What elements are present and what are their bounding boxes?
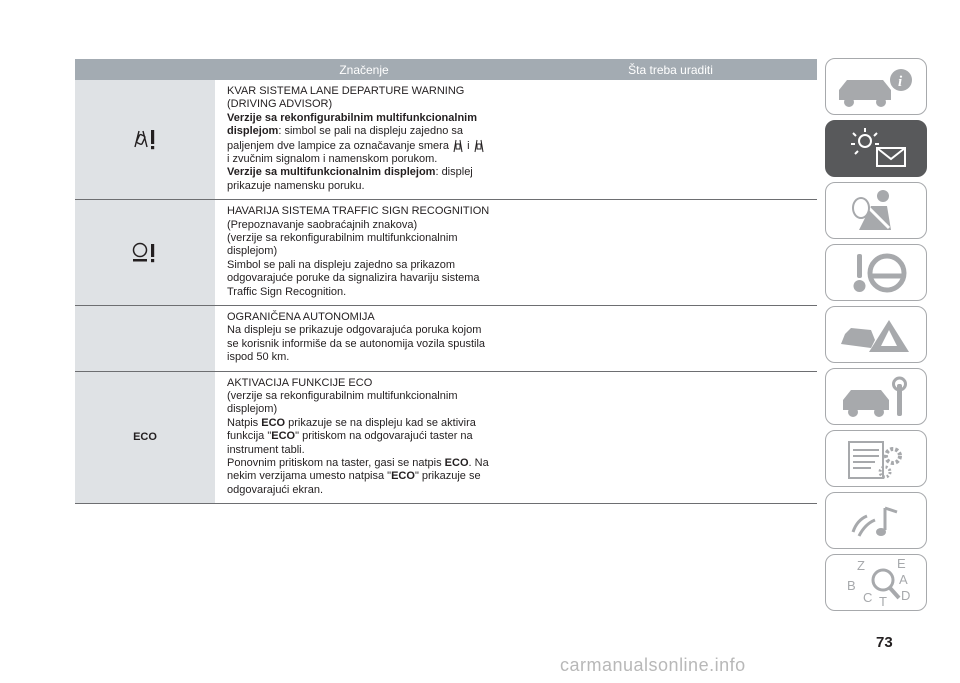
safety-tab[interactable] xyxy=(825,182,927,239)
list-gears-icon xyxy=(831,434,921,484)
lane-departure-warning-icon xyxy=(130,125,160,155)
svg-text:i: i xyxy=(898,73,903,90)
meaning-cell xyxy=(215,372,523,504)
table-header xyxy=(75,59,817,80)
row-title: KVAR SISTEMA LANE DEPARTURE WARNING xyxy=(227,85,465,97)
body-text: prikazuje se na displeju kad se aktivira xyxy=(285,416,476,429)
meaning-cell xyxy=(215,200,523,305)
alphabet-search-icon xyxy=(831,556,921,610)
body-text: Na displeju se prikazuje odgovarajuća poruka kojom xyxy=(227,324,482,337)
body-text: prikazuje namensku poruku. xyxy=(227,179,365,192)
page-number: 73 xyxy=(876,634,893,651)
warning-light-message-icon xyxy=(831,124,921,174)
key-steering-wheel-icon xyxy=(831,248,921,298)
body-text: . Na xyxy=(468,457,489,470)
warning-lights-tab[interactable] xyxy=(825,120,927,177)
warning-table xyxy=(75,59,817,504)
meaning-cell xyxy=(215,306,523,371)
body-text: : displej xyxy=(435,166,473,179)
lane-icon-left xyxy=(452,139,464,153)
car-wrench-icon xyxy=(831,372,921,422)
body-text: odgovarajuće poruke da signalizira havariju sistema xyxy=(227,272,480,285)
table-row xyxy=(75,80,817,200)
bold-text: ECO xyxy=(444,457,469,470)
bold-text: Verzije sa multifunkcionalnim displejom xyxy=(227,166,436,179)
table-row xyxy=(75,372,817,505)
index-letter: B xyxy=(847,577,856,593)
row-subtitle: (DRIVING ADVISOR) xyxy=(227,98,333,111)
body-text: Natpis xyxy=(227,416,262,429)
music-note-icon xyxy=(831,496,921,546)
index-letter: A xyxy=(899,571,908,587)
index-tab[interactable] xyxy=(825,554,927,611)
bold-text: ECO xyxy=(271,430,296,443)
bold-text: ECO xyxy=(391,470,415,483)
body-text: i xyxy=(467,139,470,152)
body-text: i zvučnim signalom i namenskom porukom. xyxy=(227,152,438,165)
maintenance-tab[interactable] xyxy=(825,368,927,425)
body-text: ispod 50 km. xyxy=(227,351,290,364)
icon-cell xyxy=(75,200,215,305)
table-row xyxy=(75,306,817,372)
row-title: OGRANIČENA AUTONOMIJA xyxy=(227,311,375,323)
index-letter: E xyxy=(897,555,906,571)
accident-warning-icon xyxy=(831,310,921,360)
traffic-sign-recognition-icon xyxy=(130,238,160,268)
lane-icon-right xyxy=(473,139,485,153)
index-letter: Z xyxy=(857,557,865,573)
meaning-cell xyxy=(215,80,523,199)
multimedia-tab[interactable] xyxy=(825,492,927,549)
body-text: (verzije sa rekonfigurabilnim multifunkcionalnim xyxy=(227,231,458,244)
body-text: funkcija " xyxy=(227,430,272,443)
index-letter: D xyxy=(901,587,911,603)
body-text: : simbol se pali na displeju zajedno sa xyxy=(278,125,464,138)
body-text: paljenjem dve lampice za označavanje smera xyxy=(227,139,449,152)
icon-cell xyxy=(75,80,215,199)
watermark: carmanualsonline.info xyxy=(560,655,746,675)
header-icon-cell xyxy=(75,59,215,80)
body-text: (verzije sa rekonfigurabilnim multifunkcionalnim xyxy=(227,390,458,403)
body-text: Ponovnim pritiskom na taster, gasi se natpis xyxy=(227,457,445,470)
body-text: " prikazuje se xyxy=(414,470,481,483)
body-text: " pritiskom na odgovarajući taster na xyxy=(295,430,473,443)
index-letter: T xyxy=(879,593,887,609)
chapter-tabs xyxy=(825,58,929,616)
body-text: Traffic Sign Recognition. xyxy=(227,285,347,298)
body-text: nekim verzijama umesto natpisa " xyxy=(227,470,392,483)
emergency-tab[interactable] xyxy=(825,306,927,363)
body-text: odgovarajući ekran. xyxy=(227,483,324,496)
body-text: (Prepoznavanje saobraćajnih znakova) xyxy=(227,218,418,231)
bold-text: ECO xyxy=(261,416,286,429)
body-text: instrument tabli. xyxy=(227,443,305,456)
technical-data-tab[interactable] xyxy=(825,430,927,487)
body-text: displejom) xyxy=(227,245,278,258)
icon-cell xyxy=(75,306,215,371)
eco-label: ECO xyxy=(133,431,157,444)
index-letter: C xyxy=(863,589,873,605)
table-row xyxy=(75,200,817,306)
bold-text: Verzije sa rekonfigurabilnim multifunkcionalnim xyxy=(227,111,477,124)
body-text: Simbol se pali na displeju zajedno sa prikazom xyxy=(227,258,456,271)
car-info-icon xyxy=(831,62,921,112)
starting-driving-tab[interactable] xyxy=(825,244,927,301)
bold-text: displejom xyxy=(227,125,279,138)
body-text: se korisnik informiše da se autonomija vozila spustila xyxy=(227,337,486,350)
header-action: Šta treba uraditi xyxy=(524,59,817,80)
airbag-seatbelt-icon xyxy=(831,186,921,236)
car-info-tab[interactable] xyxy=(825,58,927,115)
header-meaning: Značenje xyxy=(216,59,512,80)
row-title: HAVARIJA SISTEMA TRAFFIC SIGN RECOGNITION xyxy=(227,205,490,218)
row-title: AKTIVACIJA FUNKCIJE ECO xyxy=(227,376,373,389)
body-text: displejom) xyxy=(227,403,278,416)
icon-cell xyxy=(75,372,215,504)
